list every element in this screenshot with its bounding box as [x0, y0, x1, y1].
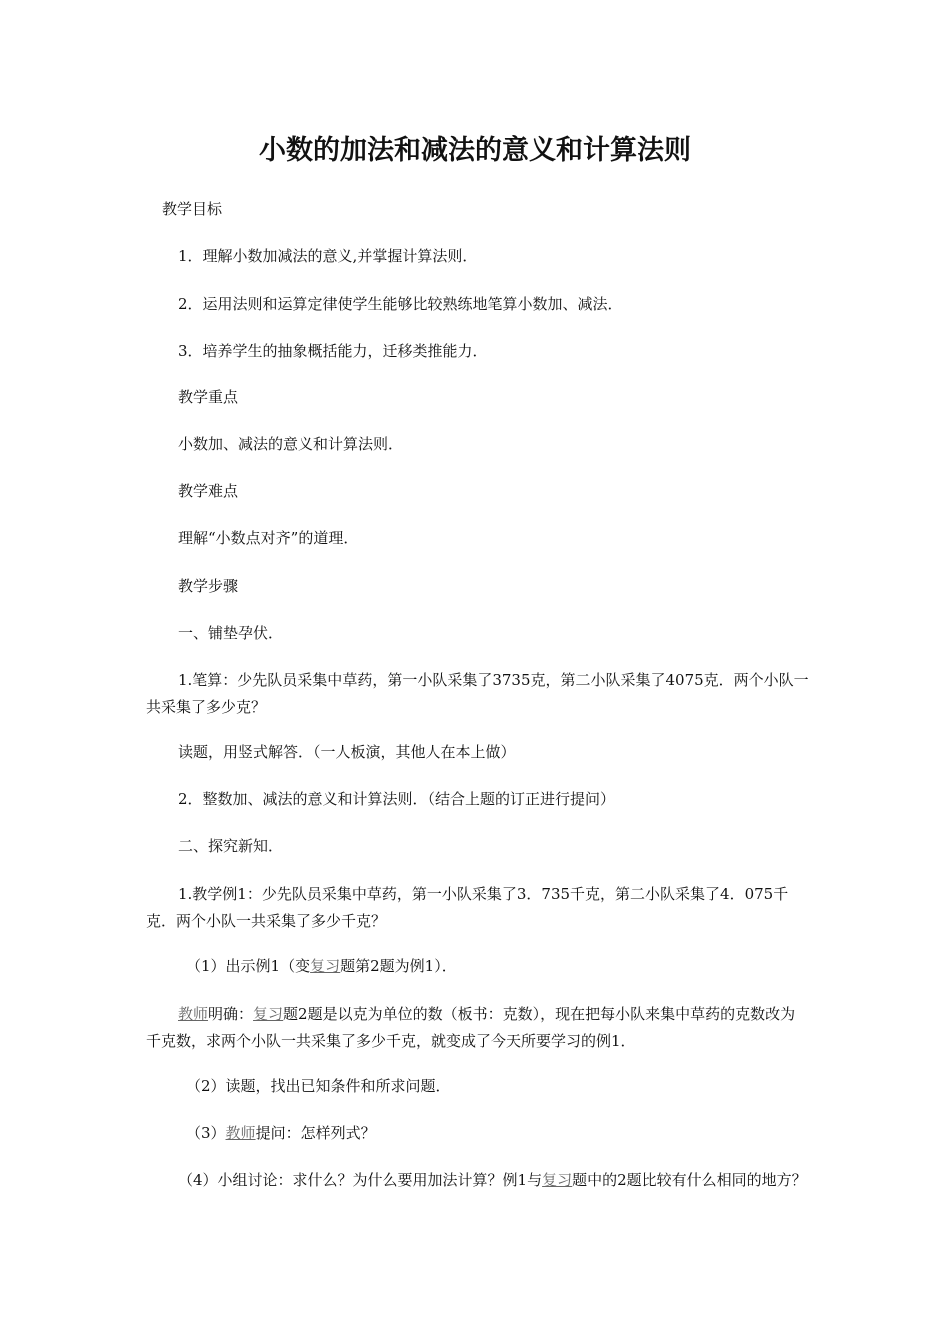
review-link[interactable]: 复习	[253, 1005, 284, 1023]
step-4	[146, 1167, 810, 1194]
heading-teaching-steps: 教学步骤	[178, 577, 239, 595]
section-one-heading: 一、铺垫孕伏．	[178, 624, 284, 642]
clarification-text-b: 题2题是以克为单位的数（板书：克数），现在把每小队来集中草药的克数改为千克数，求两个小队一共采集了多少千克，就变成了今天所要学习的例1．	[146, 1005, 796, 1050]
step-1-text-a: （1）出示例1（变	[186, 957, 311, 975]
teacher-clarification	[146, 1001, 810, 1055]
step-4-text-a: （4）小组讨论：求什么？为什么要用加法计算？例1与	[178, 1171, 543, 1189]
goal-3: 3．培养学生的抽象概括能力，迁移类推能力．	[178, 342, 488, 360]
teacher-link[interactable]: 教师	[178, 1005, 209, 1023]
step-2: （2）读题，找出已知条件和所求问题．	[186, 1077, 451, 1095]
step-1-text-b: 题第2题为例1）．	[340, 957, 457, 975]
step-1	[186, 953, 850, 980]
clarification-text-a: 明确：	[208, 1005, 254, 1023]
step-3-text-a: （3）	[186, 1124, 226, 1142]
example-1: 1.教学例1：少先队员采集中草药，第一小队采集了3．735千克，第二小队采集了4．075千克．两个小队一共采集了多少千克？	[146, 885, 789, 930]
review-link[interactable]: 复习	[542, 1171, 573, 1189]
difficulties-text: 理解“小数点对齐”的道理．	[178, 529, 359, 547]
key-points-text: 小数加、减法的意义和计算法则．	[178, 435, 404, 453]
review-problem-2: 2．整数加、减法的意义和计算法则．（结合上题的订正进行提问）	[178, 790, 616, 808]
teacher-link[interactable]: 教师	[225, 1124, 256, 1142]
review-problem-1: 1.笔算：少先队员采集中草药，第一小队采集了3735克，第二小队采集了4075克．两个小队一共采集了多少克？	[146, 671, 809, 716]
goal-2: 2．运用法则和运算定律使学生能够比较熟练地笔算小数加、减法．	[178, 295, 623, 313]
page-title: 小数的加法和减法的意义和计算法则	[259, 135, 691, 166]
heading-key-points: 教学重点	[178, 388, 239, 406]
review-instruction: 读题，用竖式解答．（一人板演，其他人在本上做）	[178, 743, 516, 761]
heading-difficulties: 教学难点	[178, 482, 239, 500]
step-3	[186, 1120, 850, 1147]
step-3-text-b: 提问：怎样列式？	[255, 1124, 376, 1142]
goal-1: 1．理解小数加减法的意义,并掌握计算法则．	[178, 247, 478, 265]
review-link[interactable]: 复习	[310, 957, 341, 975]
section-two-heading: 二、探究新知．	[178, 837, 284, 855]
heading-teaching-goals: 教学目标	[162, 200, 223, 218]
step-4-text-b: 题中的2题比较有什么相同的地方？	[572, 1171, 807, 1189]
